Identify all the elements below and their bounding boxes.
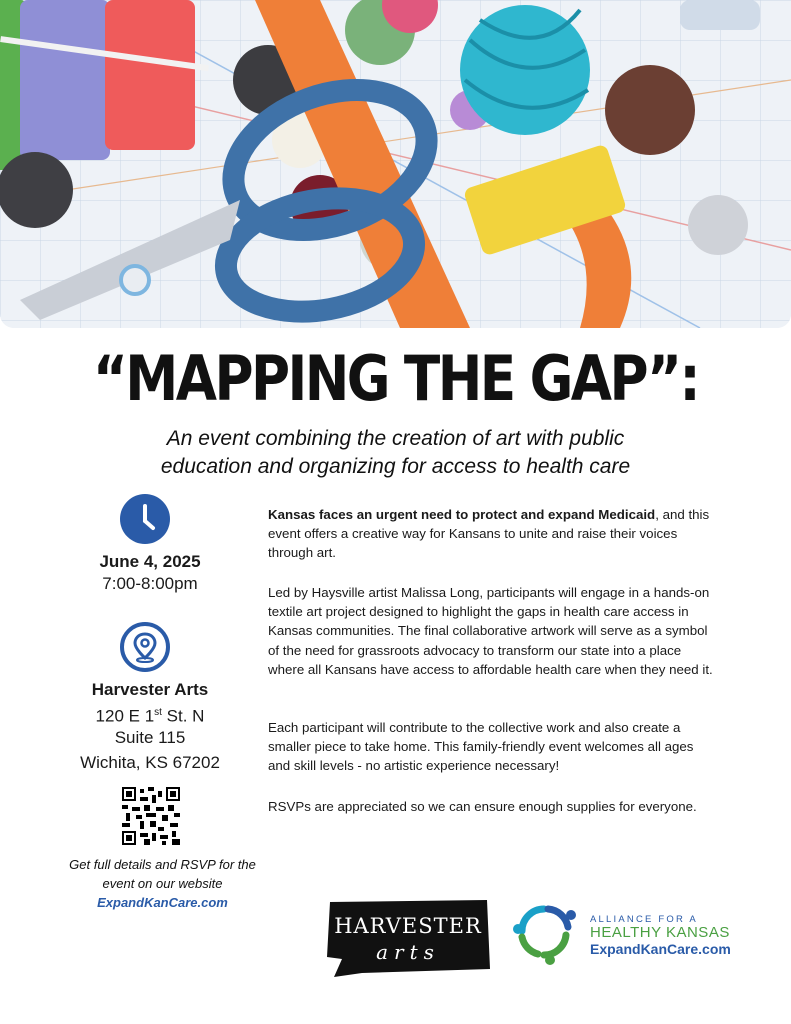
subtitle-line-2: education and organizing for access to health care	[160, 455, 631, 478]
paragraph-rsvp: RSVPs are appreciated so we can ensure enough supplies for everyone.	[268, 799, 697, 814]
intro-rest: , and this event offers a creative way for Kansans to unite and raise their voices through art.	[268, 507, 710, 561]
hero-photo	[0, 0, 791, 328]
event-subtitle	[60, 425, 731, 481]
street-suffix: St. N	[161, 706, 205, 726]
alliance-name: HEALTHY KANSAS	[590, 924, 730, 941]
paragraph-intro	[268, 505, 718, 563]
rsvp-instructions	[40, 855, 285, 893]
event-time: 7:00-8:00pm	[102, 574, 198, 593]
location-pin-icon	[120, 622, 170, 672]
venue-suite: Suite 115	[114, 728, 186, 747]
alliance-website[interactable]: ExpandKanCare.com	[590, 941, 731, 957]
page-title: “MAPPING THE GAP”:	[92, 342, 699, 415]
clock-icon	[120, 494, 170, 544]
website-link[interactable]: ExpandKanCare.com	[97, 895, 228, 910]
alliance-tagline: ALLIANCE FOR A	[590, 914, 698, 925]
event-date: June 4, 2025	[99, 552, 201, 571]
subtitle-line-1: An event combining the creation of art with public	[166, 427, 625, 450]
paragraph-participation: Each participant will contribute to the collective work and also create a smaller piece to take home. This family-friendly event welcomes all ages and skill levels - no artistic experience necessary!	[268, 720, 694, 774]
venue-city: Wichita, KS 67202	[80, 753, 220, 772]
street-prefix: 120 E 1	[95, 706, 155, 726]
qr-code-icon[interactable]	[122, 787, 180, 845]
sewing-supplies-image	[0, 0, 791, 328]
cta-line-1: Get full details and RSVP for the	[69, 857, 256, 872]
alliance-people-icon	[510, 897, 578, 965]
paragraph-artist: Led by Haysville artist Malissa Long, participants will engage in a hands-on textile art project designed to highlight the gaps in health care access in Kansas communities. The final collaborative artwork will serve as a symbol of the need for grassroots advocacy to transform our state into a place where all Kansans have access to affordable health care when they need it.	[268, 585, 713, 677]
venue-name: Harvester Arts	[91, 680, 209, 699]
street-ordinal: st	[154, 707, 162, 718]
harvester-arts-word: arts	[376, 940, 440, 964]
harvester-wordmark: HARVESTER	[334, 914, 482, 938]
intro-bold: Kansas faces an urgent need to protect and expand Medicaid	[268, 507, 656, 522]
harvester-arts-logo	[322, 897, 492, 977]
cta-line-2: event on our website	[102, 876, 223, 891]
